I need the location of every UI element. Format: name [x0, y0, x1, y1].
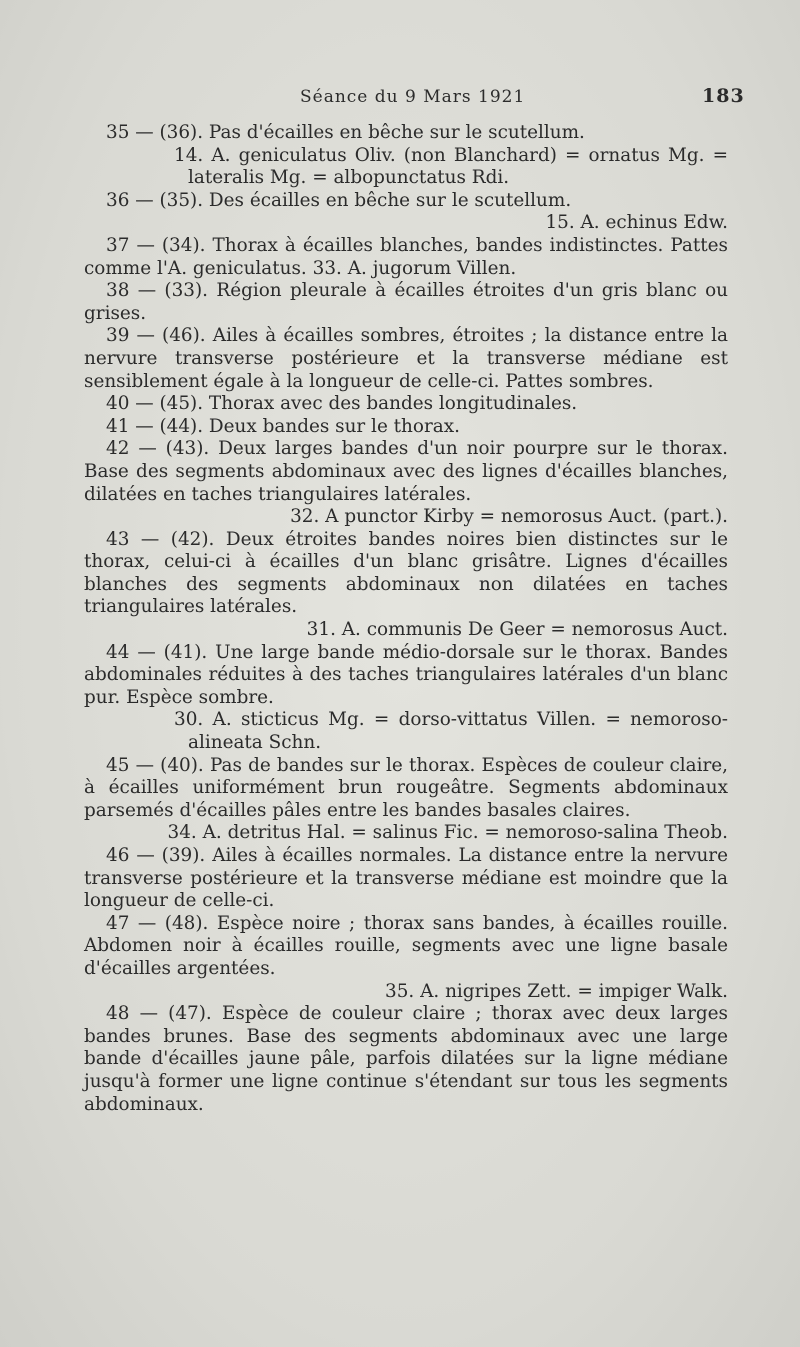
couplet-37: 37 — (34). Thorax à écailles blanches, bandes indistinctes. Pattes comme l'A. geniculatus. 33. A. jugorum Villen.	[84, 234, 728, 279]
couplet-44: 44 — (41). Une large bande médio-dorsale sur le thorax. Bandes abdominales réduites à des taches triangulaires latérales d'un blanc pur. Espèce sombre.	[84, 641, 728, 708]
couplet-47: 47 — (48). Espèce noire ; thorax sans bandes, à écailles rouille. Abdomen noir à écailles rouille, segments avec une ligne basale d'écailles argentées.	[84, 912, 728, 979]
species-entry-14: 14. A. geniculatus Oliv. (non Blanchard) = ornatus Mg. = lateralis Mg. = albopunctatus Rdi.	[174, 144, 728, 189]
couplet-46: 46 — (39). Ailes à écailles normales. La distance entre la nervure transverse postérieure et la transverse médiane est moindre que la longueur de celle-ci.	[84, 845, 728, 912]
couplet-40: 40 — (45). Thorax avec des bandes longitudinales.	[106, 393, 578, 415]
couplet-45: 45 — (40). Pas de bandes sur le thorax. Espèces de couleur claire, à écailles uniformément brun rougeâtre. Segments abdominaux parsemés d'écailles pâles entre les bandes basales claires.	[84, 754, 728, 821]
couplet-35: 35 — (36). Pas d'écailles en bêche sur le scutellum.	[106, 122, 585, 143]
species-entry-30: 30. A. sticticus Mg. = dorso-vittatus Villen. = nemoroso-alineata Schn.	[174, 709, 728, 754]
species-entry-34: 34. A. detritus Hal. = salinus Fic. = nemoroso-salina Theob.	[167, 822, 728, 844]
page-number: 183	[702, 85, 745, 107]
running-header	[0, 83, 800, 113]
couplet-43: 43 — (42). Deux étroites bandes noires bien distinctes sur le thorax, celui-ci à écailles d'un blanc grisâtre. Lignes d'écailles blanches des segments abdominaux non dilatées en taches triangulaires latérales.	[84, 528, 728, 618]
couplet-48: 48 — (47). Espèce de couleur claire ; thorax avec deux larges bandes brunes. Base des segments abdominaux avec une large bande d'écailles jaune pâle, parfois dilatées sur la ligne médiane jusqu'à former une ligne continue s'étendant sur tous les segments abdominaux.	[84, 1003, 728, 1115]
species-entry-32: 32. A punctor Kirby = nemorosus Auct. (part.).	[290, 506, 728, 528]
key-text	[84, 122, 728, 1116]
couplet-36: 36 — (35). Des écailles en bêche sur le scutellum.	[106, 189, 572, 211]
species-entry-31: 31. A. communis De Geer = nemorosus Auct.	[306, 619, 728, 641]
couplet-39: 39 — (46). Ailes à écailles sombres, étroites ; la distance entre la nervure transverse postérieure et la transverse médiane est sensiblement égale à la longueur de celle-ci. Pattes sombres.	[84, 325, 728, 392]
couplet-41: 41 — (44). Deux bandes sur le thorax.	[106, 415, 460, 437]
species-entry-15: 15. A. echinus Edw.	[545, 212, 728, 234]
species-entry-35: 35. A. nigripes Zett. = impiger Walk.	[385, 980, 728, 1002]
running-title: Séance du 9 Mars 1921	[300, 87, 526, 107]
couplet-42: 42 — (43). Deux larges bandes d'un noir pourpre sur le thorax. Base des segments abdominaux avec des lignes d'écailles blanches, dilatées en taches triangulaires latérales.	[84, 438, 728, 505]
couplet-38: 38 — (33). Région pleurale à écailles étroites d'un gris blanc ou grises.	[84, 280, 728, 324]
